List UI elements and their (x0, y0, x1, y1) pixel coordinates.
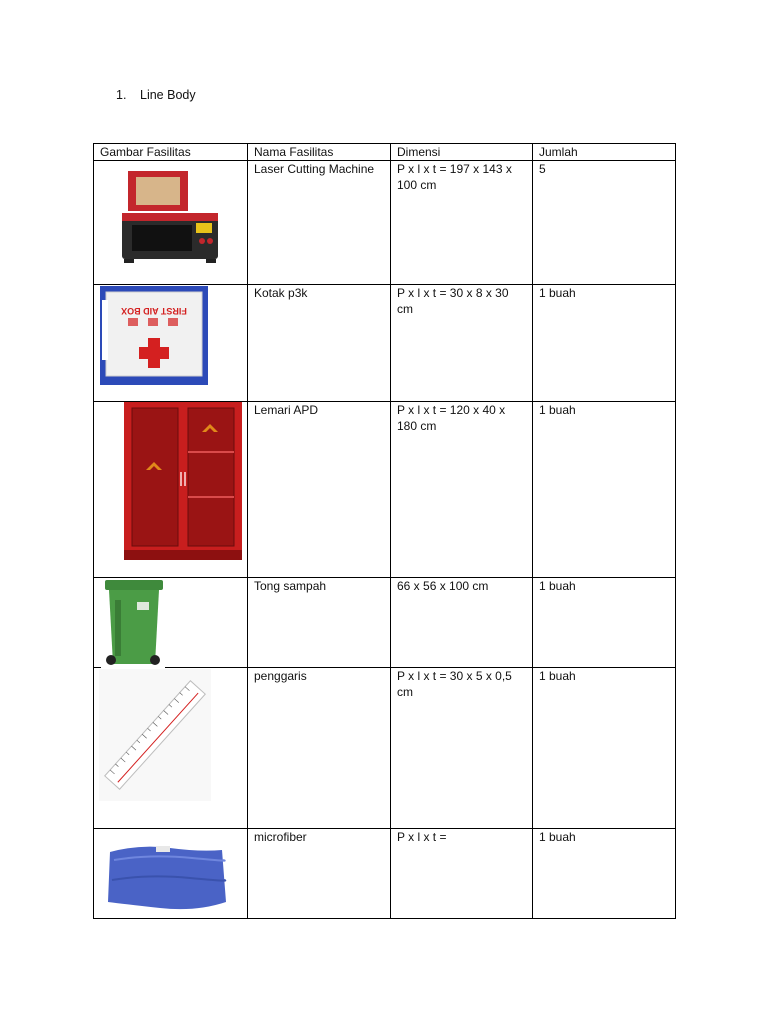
quantity-cell: 1 buah (533, 829, 676, 919)
quantity-cell: 5 (533, 161, 676, 285)
quantity-cell: 1 buah (533, 578, 676, 668)
image-cell (94, 161, 248, 285)
dimension-cell: P x l x t = 197 x 143 x 100 cm (391, 161, 533, 285)
table-row (94, 285, 676, 402)
image-cell (94, 402, 248, 578)
first-aid-box-label: FIRST AID BOX (121, 306, 187, 316)
dimension-cell: P x l x t = 30 x 5 x 0,5 cm (391, 668, 533, 829)
image-cell (94, 668, 248, 829)
microfiber-cloth-image (100, 830, 230, 918)
header-image: Gambar Fasilitas (94, 144, 248, 161)
ruler-image (99, 669, 211, 801)
quantity-cell: 1 buah (533, 668, 676, 829)
list-heading-text: Line Body (140, 88, 196, 102)
image-cell (94, 285, 248, 402)
list-number: 1. (116, 88, 127, 102)
table-header-row (94, 144, 676, 161)
dimension-cell: P x l x t = 120 x 40 x 180 cm (391, 402, 533, 578)
header-name: Nama Fasilitas (248, 144, 391, 161)
table-row (94, 668, 676, 829)
name-cell: Laser Cutting Machine (248, 161, 391, 285)
header-dimension: Dimensi (391, 144, 533, 161)
facilities-table (93, 143, 676, 919)
name-cell: Tong sampah (248, 578, 391, 668)
header-quantity: Jumlah (533, 144, 676, 161)
dimension-cell: P x l x t = 30 x 8 x 30 cm (391, 285, 533, 402)
table-row (94, 161, 676, 285)
red-cabinet-image (124, 402, 242, 560)
laser-cutting-machine-image (118, 163, 222, 267)
green-trash-bin-image (101, 578, 165, 668)
name-cell: Kotak p3k (248, 285, 391, 402)
table-row (94, 578, 676, 668)
dimension-cell: 66 x 56 x 100 cm (391, 578, 533, 668)
image-cell (94, 829, 248, 919)
name-cell: Lemari APD (248, 402, 391, 578)
list-heading (116, 88, 196, 102)
dimension-cell: P x l x t = (391, 829, 533, 919)
image-cell (94, 578, 248, 668)
first-aid-box-image (100, 286, 208, 385)
name-cell: penggaris (248, 668, 391, 829)
quantity-cell: 1 buah (533, 285, 676, 402)
quantity-cell: 1 buah (533, 402, 676, 578)
name-cell: microfiber (248, 829, 391, 919)
table-row (94, 402, 676, 578)
table-row (94, 829, 676, 919)
